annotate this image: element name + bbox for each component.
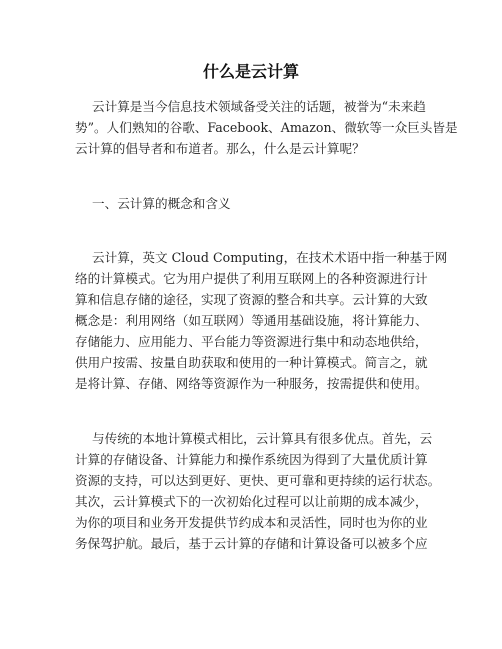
para1-line: 供用户按需、按量自助获取和使用的一种计算模式。简言之，就: [75, 355, 428, 370]
para2-line: 与传统的本地计算模式相比，云计算具有很多优点。首先，云: [92, 431, 433, 446]
intro-line: 势”。人们熟知的谷歌、Facebook、Amazon、微软等一众巨头皆是: [75, 120, 458, 135]
para2-line: 其次，云计算模式下的一次初始化过程可以让前期的成本减少，: [75, 494, 428, 509]
para1-line: 算和信息存储的途径，实现了资源的整合和共享。云计算的大致: [75, 292, 428, 307]
para2-line: 计算的存储设备、计算能力和操作系统因为得到了大量优质计算: [75, 452, 428, 467]
para2-line: 务保驾护航。最后，基于云计算的存储和计算设备可以被多个应: [75, 536, 428, 551]
para1-line: 云计算，英文 Cloud Computing，在技术术语中指一种基于网: [92, 250, 448, 265]
para2-line: 资源的支持，可以达到更好、更快、更可靠和更持续的运行状态。: [75, 473, 441, 488]
intro-line: 云计算的倡导者和布道者。那么，什么是云计算呢？: [75, 141, 365, 156]
para2-line: 为你的项目和业务开发提供节约成本和灵活性，同时也为你的业: [75, 515, 428, 530]
section-heading: 一、云计算的概念和含义: [92, 196, 231, 211]
para1-line: 络的计算模式。它为用户提供了利用互联网上的各种资源进行计: [75, 271, 428, 286]
para1-line: 存储能力、应用能力、平台能力等资源进行集中和动态地供给，: [75, 334, 428, 349]
intro-line: 云计算是当今信息技术领域备受关注的话题，被誉为“未来趋: [92, 99, 426, 114]
para1-line: 概念是：利用网络（如互联网）等通用基础设施，将计算能力、: [75, 313, 428, 328]
para1-line: 是将计算、存储、网络等资源作为一种服务，按需提供和使用。: [75, 376, 428, 391]
page-title: 什么是云计算: [202, 62, 299, 81]
